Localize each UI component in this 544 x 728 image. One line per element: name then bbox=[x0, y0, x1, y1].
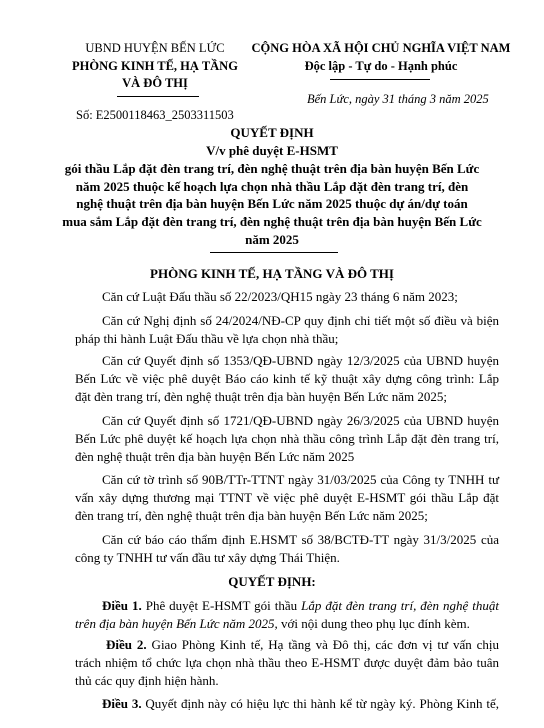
national-motto: Độc lập - Tự do - Hạnh phúc bbox=[304, 59, 458, 73]
basis-line: đặt đèn trang trí, đèn nghệ thuật trên địa bàn huyện Bến Lức năm 2025; bbox=[75, 389, 448, 404]
basis-line: pháp thi hành Luật Đấu thầu về lựa chọn nhà thầu; bbox=[75, 331, 339, 346]
issuer-office-line2: VÀ ĐÔ THỊ bbox=[122, 76, 188, 90]
decision-title: QUYẾT ĐỊNH bbox=[230, 125, 314, 140]
basis-line: Căn cứ Quyết định số 1353/QĐ-UBND ngày 12/3/2025 của UBND huyện bbox=[102, 353, 499, 368]
document-number: Số: E2500118463_2503311503 bbox=[76, 108, 234, 122]
subject-line-3: nghệ thuật trên địa bàn huyện Bến Lức năm 2025 thuộc dự án/dự toán bbox=[76, 196, 468, 211]
basis-line: đèn trang trí, đèn nghệ thuật trên địa bàn huyện Bến Lức năm 2025; bbox=[75, 508, 428, 523]
issuing-authority: PHÒNG KINH TẾ, HẠ TẦNG VÀ ĐÔ THỊ bbox=[150, 266, 394, 281]
article-1-line-2: trên địa bàn huyện Bến Lức năm 2025, với nội dung theo phụ lục đính kèm. bbox=[75, 616, 470, 631]
issuer-underline bbox=[117, 96, 199, 97]
basis-line: đèn nghệ thuật trên địa bàn huyện Bến Lức năm 2025 bbox=[75, 449, 355, 464]
basis-line: vấn xây dựng thương mại TTNT về việc phê duyệt E-HSMT gói thầu Lắp đặt bbox=[75, 490, 499, 505]
decision-subject: V/v phê duyệt E-HSMT bbox=[206, 143, 338, 158]
article-2-label: Điều 2. bbox=[106, 637, 147, 652]
subject-line-2: năm 2025 thuộc kế hoạch lựa chọn nhà thầu Lắp đặt đèn trang trí, đèn bbox=[75, 179, 469, 194]
article-2-line-2: trách nhiệm tổ chức lựa chọn nhà thầu theo E-HSMT được duyệt đảm bảo tuân bbox=[75, 655, 499, 670]
basis-line: Căn cứ báo cáo thẩm định E.HSMT số 38/BCTĐ-TT ngày 31/3/2025 của bbox=[102, 532, 499, 547]
decision-heading: QUYẾT ĐỊNH: bbox=[228, 574, 316, 589]
national-title: CỘNG HÒA XÃ HỘI CHỦ NGHĨA VIỆT NAM bbox=[251, 41, 511, 55]
basis-line: Căn cứ Luật Đấu thầu số 22/2023/QH15 ngày 23 tháng 6 năm 2023; bbox=[102, 289, 458, 304]
article-3-label: Điều 3. bbox=[102, 696, 142, 711]
motto-underline bbox=[330, 79, 430, 80]
issuer-office-line1: PHÒNG KINH TẾ, HẠ TẦNG bbox=[72, 59, 238, 73]
article-1-line-1: Điều 1. Phê duyệt E-HSMT gói thầu Lắp đặt đèn trang trí, đèn nghệ thuật bbox=[102, 598, 500, 613]
basis-line: Căn cứ Quyết định số 1721/QĐ-UBND ngày 26/3/2025 của UBND huyện bbox=[102, 413, 499, 428]
subject-line-4: mua sắm Lắp đặt đèn trang trí, đèn nghệ thuật trên địa bàn huyện Bến Lức bbox=[62, 214, 482, 229]
issuer-district: UBND HUYỆN BẾN LỨC bbox=[85, 41, 225, 55]
basis-line: Bến Lức phê duyệt kế hoạch lựa chọn nhà thầu công trình Lắp đặt đèn trang trí, bbox=[75, 431, 499, 446]
title-underline bbox=[210, 252, 338, 253]
subject-line-5: năm 2025 bbox=[245, 232, 299, 247]
article-2-line-1: Điều 2. Giao Phòng Kinh tế, Hạ tầng và Đô thị, các đơn vị tư vấn chịu bbox=[106, 637, 499, 652]
subject-line-1: gói thầu Lắp đặt đèn trang trí, đèn nghệ thuật trên địa bàn huyện Bến Lức bbox=[64, 161, 480, 176]
document-date: Bến Lức, ngày 31 tháng 3 năm 2025 bbox=[307, 92, 489, 106]
article-2-line-3: thủ các quy định hiện hành. bbox=[75, 673, 219, 688]
basis-line: Bến Lức về việc phê duyệt Báo cáo kinh tế kỹ thuật xây dựng công trình: Lắp bbox=[75, 371, 499, 386]
basis-line: Căn cứ tờ trình số 90B/TTr-TTNT ngày 31/03/2025 của Công ty TNHH tư bbox=[102, 472, 499, 487]
basis-line: Căn cứ Nghị định số 24/2024/NĐ-CP quy định chi tiết một số điều và biện bbox=[102, 313, 499, 328]
basis-line: công ty TNHH tư vấn đầu tư xây dựng Thái Thiện. bbox=[75, 550, 340, 565]
article-1-label: Điều 1. bbox=[102, 598, 142, 613]
article-3-line-1: Điều 3. Quyết định này có hiệu lực thi hành kể từ ngày ký. Phòng Kinh tế, bbox=[102, 696, 499, 711]
